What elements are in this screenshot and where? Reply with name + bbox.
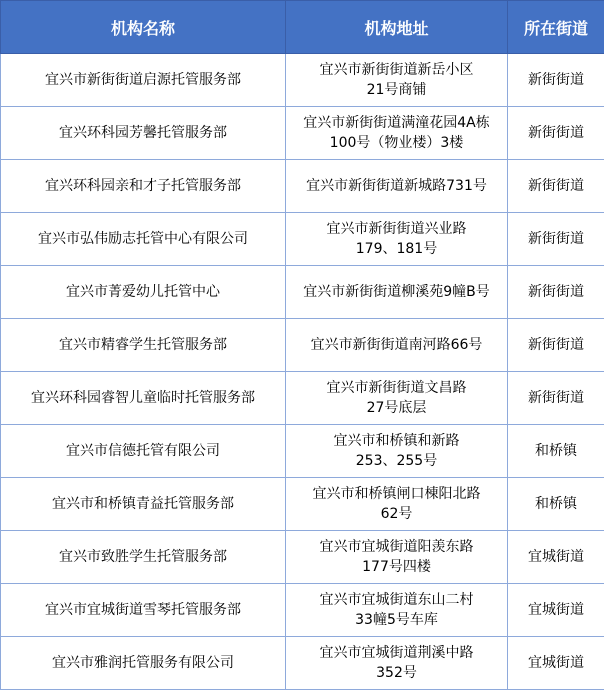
cell-street: 和桥镇 xyxy=(508,425,604,478)
table-row xyxy=(1,266,604,319)
cell-name: 宜兴环科园睿智儿童临时托管服务部 xyxy=(1,372,286,425)
address-line: 21号商铺 xyxy=(366,82,427,98)
cell-address xyxy=(286,266,508,319)
cell-street: 新街街道 xyxy=(508,319,604,372)
address-line: 27号底层 xyxy=(366,400,427,416)
cell-street: 宜城街道 xyxy=(508,637,604,690)
header-street: 所在街道 xyxy=(508,1,604,54)
cell-street: 宜城街道 xyxy=(508,584,604,637)
address-line: 宜兴市新街街道新城路731号 xyxy=(306,178,487,194)
table-row xyxy=(1,478,604,531)
cell-name: 宜兴市精睿学生托管服务部 xyxy=(1,319,286,372)
table-row xyxy=(1,425,604,478)
cell-name: 宜兴市信德托管有限公司 xyxy=(1,425,286,478)
cell-street: 和桥镇 xyxy=(508,478,604,531)
cell-address xyxy=(286,160,508,213)
cell-street: 新街街道 xyxy=(508,213,604,266)
table-body xyxy=(1,54,604,690)
address-line: 宜兴市宜城街道荆溪中路 xyxy=(319,645,474,661)
table-row xyxy=(1,637,604,690)
address-line: 33幢5号车库 xyxy=(355,612,438,628)
cell-street: 新街街道 xyxy=(508,160,604,213)
table-row xyxy=(1,213,604,266)
cell-name: 宜兴市致胜学生托管服务部 xyxy=(1,531,286,584)
address-line: 宜兴市新街街道南河路66号 xyxy=(310,337,483,353)
cell-address xyxy=(286,372,508,425)
address-line: 宜兴市宜城街道阳羡东路 xyxy=(319,539,474,555)
cell-street: 新街街道 xyxy=(508,107,604,160)
address-line: 宜兴市宜城街道东山二村 xyxy=(319,592,474,608)
address-line: 352号 xyxy=(376,665,417,681)
cell-address xyxy=(286,107,508,160)
address-line: 宜兴市和桥镇闸口棟阳北路 xyxy=(312,486,481,502)
table-row xyxy=(1,319,604,372)
cell-street: 宜城街道 xyxy=(508,531,604,584)
cell-name: 宜兴环科园亲和才子托管服务部 xyxy=(1,160,286,213)
address-line: 宜兴市新街街道文昌路 xyxy=(326,380,467,396)
table-row xyxy=(1,372,604,425)
cell-name: 宜兴市和桥镇青益托管服务部 xyxy=(1,478,286,531)
table-row xyxy=(1,531,604,584)
cell-address xyxy=(286,478,508,531)
cell-name: 宜兴环科园芳馨托管服务部 xyxy=(1,107,286,160)
cell-name: 宜兴市弘伟励志托管中心有限公司 xyxy=(1,213,286,266)
address-line: 179、181号 xyxy=(355,241,438,257)
cell-address xyxy=(286,425,508,478)
header-row xyxy=(1,1,604,54)
cell-address xyxy=(286,319,508,372)
address-line: 宜兴市新街街道柳溪苑9幢B号 xyxy=(303,284,490,300)
table-row xyxy=(1,584,604,637)
cell-name: 宜兴市新街街道启源托管服务部 xyxy=(1,54,286,107)
cell-address xyxy=(286,213,508,266)
table-header xyxy=(1,1,604,54)
header-address: 机构地址 xyxy=(286,1,508,54)
address-line: 62号 xyxy=(380,506,413,522)
cell-address xyxy=(286,637,508,690)
address-line: 177号四楼 xyxy=(362,559,431,575)
address-line: 宜兴市新街街道满潼花园4A栋 xyxy=(303,115,490,131)
cell-street: 新街街道 xyxy=(508,54,604,107)
address-line: 宜兴市新街街道新岳小区 xyxy=(319,62,474,78)
address-line: 宜兴市和桥镇和新路 xyxy=(333,433,460,449)
address-line: 宜兴市新街街道兴业路 xyxy=(326,221,467,237)
cell-address xyxy=(286,54,508,107)
address-line: 100号（物业楼）3楼 xyxy=(329,135,464,151)
address-line: 253、255号 xyxy=(355,453,438,469)
table-row xyxy=(1,54,604,107)
table-row xyxy=(1,107,604,160)
cell-street: 新街街道 xyxy=(508,266,604,319)
table-row xyxy=(1,160,604,213)
cell-name: 宜兴市菁爱幼儿托管中心 xyxy=(1,266,286,319)
cell-address xyxy=(286,584,508,637)
cell-street: 新街街道 xyxy=(508,372,604,425)
cell-address xyxy=(286,531,508,584)
cell-name: 宜兴市雅润托管服务有限公司 xyxy=(1,637,286,690)
cell-name: 宜兴市宜城街道雪琴托管服务部 xyxy=(1,584,286,637)
header-name: 机构名称 xyxy=(1,1,286,54)
